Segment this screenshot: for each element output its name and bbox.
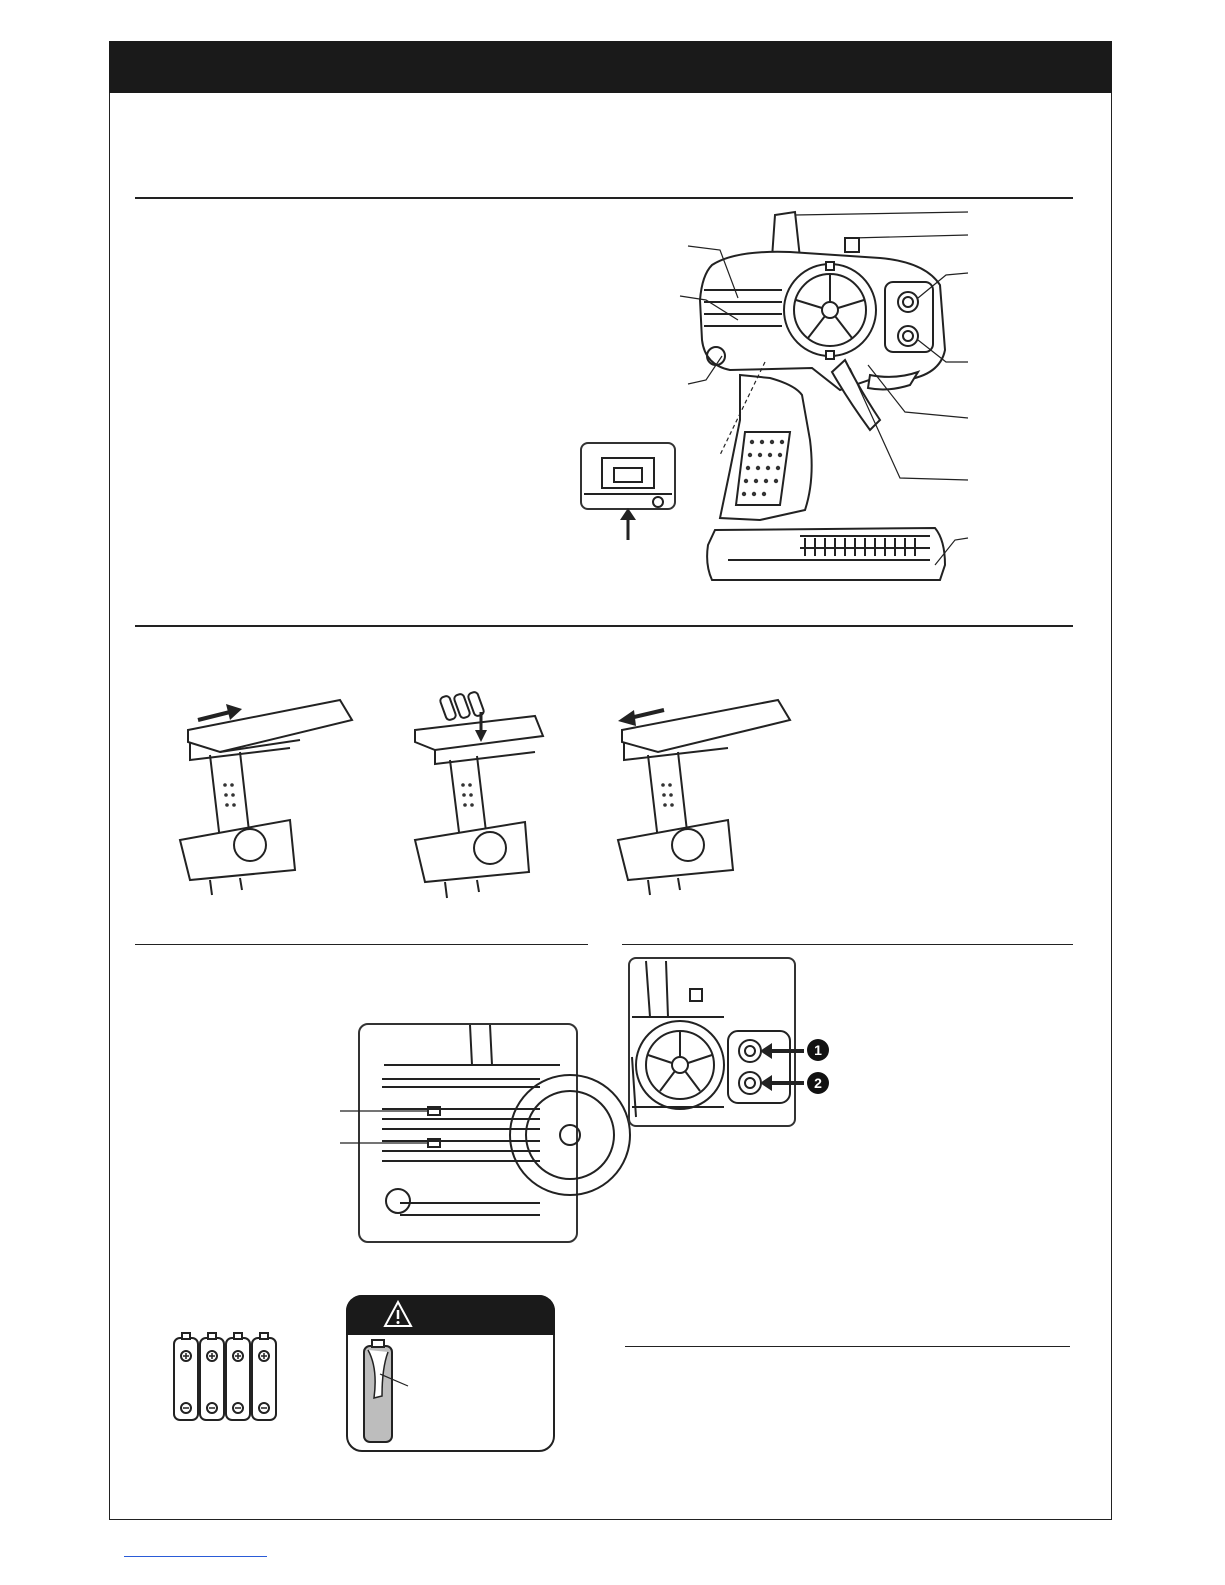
battery-step-open-cover: [160, 690, 360, 910]
led-indicator-closeup: [300, 1023, 580, 1243]
aa-batteries: [170, 1330, 280, 1425]
damaged-battery-warning: [360, 1338, 420, 1446]
battery-step-close-cover: [608, 690, 808, 910]
battery-step-insert-batteries: [405, 690, 605, 910]
svg-text:1: 1: [814, 1042, 822, 1058]
warning-triangle-icon: [383, 1300, 413, 1328]
warning-panel-header: [346, 1295, 555, 1335]
trim-knob-callout-2: [806, 1071, 830, 1095]
trim-knob-callout-1: [806, 1038, 830, 1062]
bottom-link-underline: [124, 1556, 267, 1557]
svg-text:2: 2: [814, 1075, 822, 1091]
power-switch-detail: [580, 442, 676, 542]
